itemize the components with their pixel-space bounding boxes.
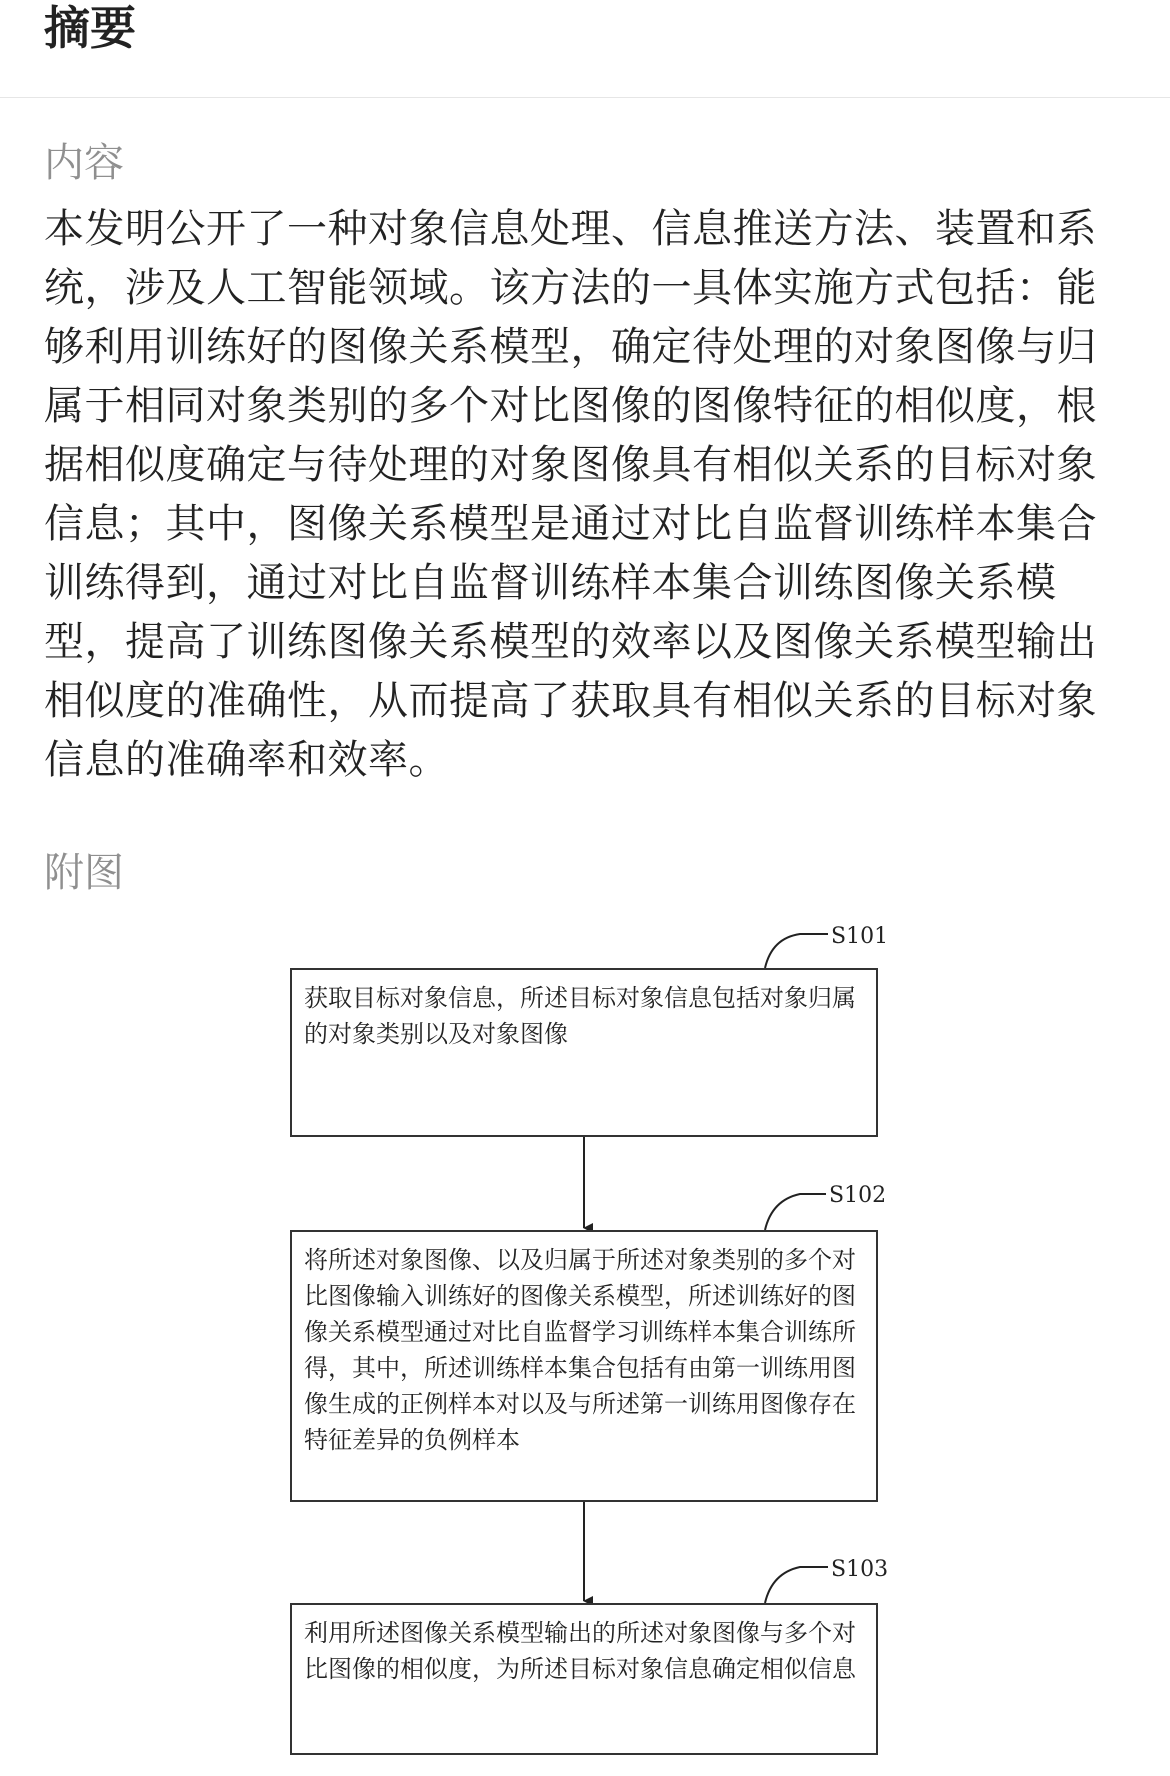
figure-section-label: 附图 — [44, 850, 124, 896]
step-box-s103: 利用所述图像关系模型输出的所述对象图像与多个对比图像的相似度，为所述目标对象信息确定相似信息 — [290, 1603, 878, 1755]
flowchart-figure — [0, 900, 1170, 1776]
s102-leader-line — [765, 1194, 826, 1230]
abstract-text: 本发明公开了一种对象信息处理、信息推送方法、装置和系统，涉及人工智能领域。该方法的一具体实施方式包括：能够利用训练好的图像关系模型，确定待处理的对象图像与归属于相同对象类别的多个对比图像的图像特征的相似度，根据相似度确定与待处理的对象图像具有相似关系的目标对象信息；其中，图像关系模型是通过对比自监督训练样本集合训练得到，通过对比自监督训练样本集合训练图像关系模型，提高了训练图像关系模型的效率以及图像关系模型输出相似度的准确性，从而提高了获取具有相似关系的目标对象信息的准确率和效率。 — [44, 206, 1097, 783]
step-box-s102: 将所述对象图像、以及归属于所述对象类别的多个对比图像输入训练好的图像关系模型，所述训练好的图像关系模型通过对比自监督学习训练样本集合训练所得，其中，所述训练样本集合包括有由第一训练用图像生成的正例样本对以及与所述第一训练用图像存在特征差异的负例样本 — [290, 1230, 878, 1502]
step-code-s101: S101 — [831, 924, 889, 949]
content-section-label: 内容 — [44, 140, 124, 186]
page-title: 摘要 — [44, 1, 136, 55]
s101-leader-line — [765, 934, 828, 968]
s103-leader-line — [765, 1567, 828, 1603]
page-header — [0, 0, 1170, 98]
step-box-s101: 获取目标对象信息，所述目标对象信息包括对象归属的对象类别以及对象图像 — [290, 968, 878, 1137]
step-code-s103: S103 — [831, 1557, 889, 1582]
step-code-s102: S102 — [829, 1183, 887, 1208]
